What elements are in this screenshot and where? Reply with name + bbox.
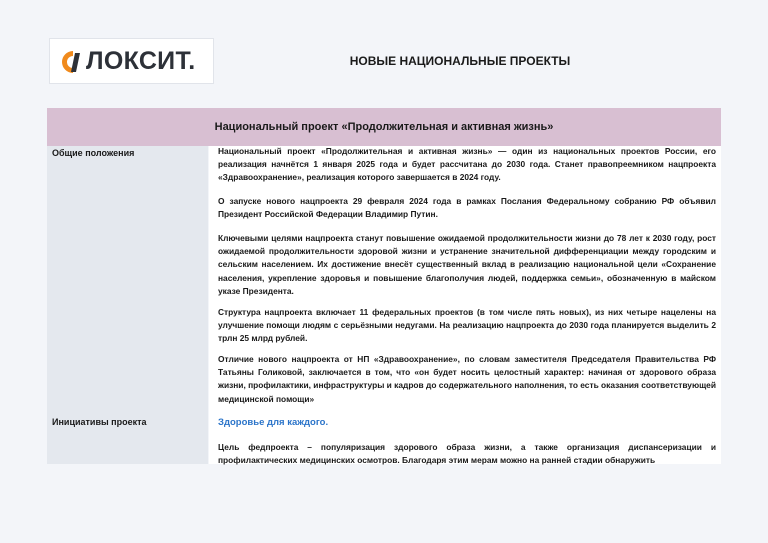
initiative-title: Здоровье для каждого. <box>218 417 329 428</box>
initiatives-label: Инициативы проекта <box>52 417 147 427</box>
document-title: НОВЫЕ НАЦИОНАЛЬНЫЕ ПРОЕКТЫ <box>349 54 571 68</box>
initiative-paragraph: Цель федпроекта – популяризация здорового образа жизни, а также организация диспансеризации и профилактических медицинских осмотров. Благодаря этим мерам можно на ранней стадии обнаружить <box>218 442 716 466</box>
logo-mark-icon <box>59 48 87 76</box>
company-logo <box>49 38 214 84</box>
general-paragraph: Отличие нового нацпроекта от НП «Здравоохранение», по словам заместителя Председателя Правительства РФ Татьяны Голиковой, заключается в том, что «он будет носить целостный характер: начиная от здорового образа жизни, профилактики, инфраструктуры и кадров до содержательного наполнения, то есть оказания соответствующей медицинской помощи» <box>218 354 716 404</box>
general-paragraph: Структура нацпроекта включает 11 федеральных проектов (в том числе пять новых), из них четыре нацелены на улучшение помощи людям с серьёзными недугами. На реализацию нацпроекта до 2030 года планируется выделить 2 трлн 25 млрд рублей. <box>218 307 716 344</box>
logo-text: ЛОКСИТ. <box>86 47 196 75</box>
general-provisions-label: Общие положения <box>52 148 135 158</box>
section-header-band <box>47 108 721 146</box>
general-paragraph: Ключевыми целями нацпроекта станут повышение ожидаемой продолжительности жизни до 78 лет к 2030 году, рост ожидаемой продолжительности здоровой жизни и устранение значительной дифференциации между городским и сельским населением. Их достижение внесёт существенный вклад в реализацию национальной цели «Сохранение населения, укрепление здоровья и повышение благополучия людей, поддержка семьи», обозначенную в майском указе Президента. <box>218 233 716 296</box>
general-paragraph: О запуске нового нацпроекта 29 февраля 2024 года в рамках Послания Федеральному собранию РФ объявил Президент Российской Федерации Владимир Путин. <box>218 196 716 220</box>
section-title: Национальный проект «Продолжительная и активная жизнь» <box>214 121 554 133</box>
general-paragraph: Национальный проект «Продолжительная и активная жизнь» — один из национальных проектов России, его реализация начнётся 1 января 2025 года и будет рассчитана до 2030 года. Станет правопреемником нацпроекта «Здравоохранение», реализация которого завершается в 2024 году. <box>218 146 716 183</box>
